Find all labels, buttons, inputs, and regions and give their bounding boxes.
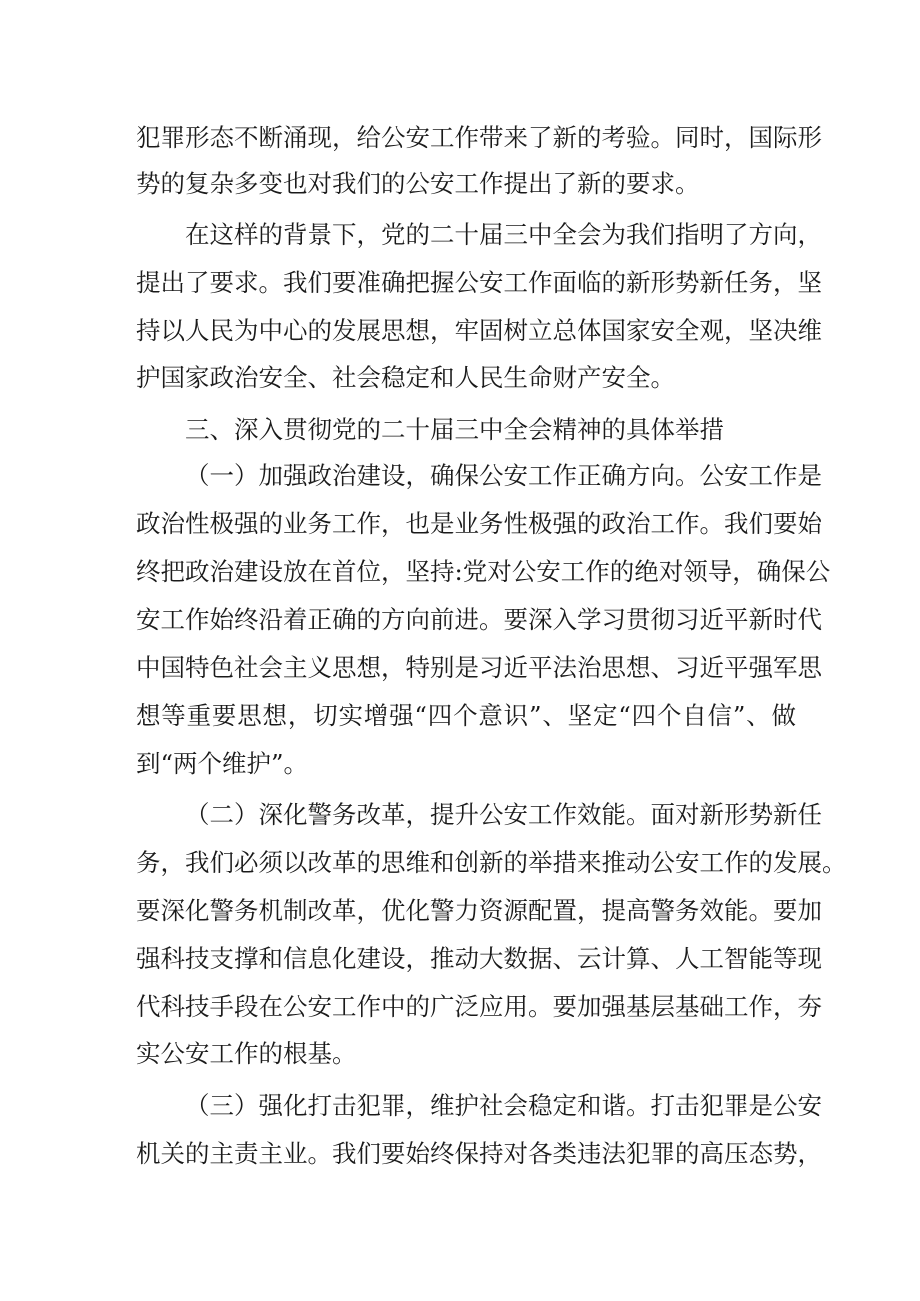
paragraph-first-line: （三）强化打击犯罪，维护社会稳定和谐。打击犯罪是公安 — [185, 1091, 822, 1120]
text-line: 终把政治建设放在首位，坚持:党对公安工作的绝对领导，确保公 — [136, 557, 831, 586]
text-line: 想等重要思想，切实增强“四个意识”、坚定“四个自信”、做 — [136, 701, 796, 730]
text-line: 犯罪形态不断涌现，给公安工作带来了新的考验。同时，国际形 — [136, 123, 822, 152]
text-line: 实公安工作的根基。 — [136, 1039, 357, 1068]
text-line: 强科技支撑和信息化建设，推动大数据、云计算、人工智能等现 — [136, 944, 822, 973]
paragraph-first-line: （一）加强政治建设，确保公安工作正确方向。公安工作是 — [185, 461, 822, 490]
text-line: 护国家政治安全、社会稳定和人民生命财产安全。 — [136, 363, 675, 392]
paragraph-first-line: （二）深化警务改革，提升公安工作效能。面对新形势新任 — [185, 800, 822, 829]
text-line: 要深化警务机制改革，优化警力资源配置，提高警务效能。要加 — [136, 896, 822, 925]
text-line: 机关的主责主业。我们要始终保持对各类违法犯罪的高压态势， — [136, 1139, 822, 1168]
text-line: 提出了要求。我们要准确把握公安工作面临的新形势新任务，坚 — [136, 268, 822, 297]
text-line: 势的复杂多变也对我们的公安工作提出了新的要求。 — [136, 169, 700, 198]
section-heading: 三、深入贯彻党的二十届三中全会精神的具体举措 — [185, 415, 724, 444]
text-line: 代科技手段在公安工作中的广泛应用。要加强基层基础工作，夯 — [136, 992, 822, 1021]
text-line: 到“两个维护”。 — [136, 749, 309, 778]
text-line: 中国特色社会主义思想，特别是习近平法治思想、习近平强军思 — [136, 653, 822, 682]
text-line: 政治性极强的业务工作，也是业务性极强的政治工作。我们要始 — [136, 509, 822, 538]
text-line: 务，我们必须以改革的思维和创新的举措来推动公安工作的发展。 — [136, 848, 847, 877]
text-line: 持以人民为中心的发展思想，牢固树立总体国家安全观，坚决维 — [136, 316, 822, 345]
text-line: 安工作始终沿着正确的方向前进。要深入学习贯彻习近平新时代 — [136, 605, 822, 634]
paragraph-first-line: 在这样的背景下，党的二十届三中全会为我们指明了方向， — [185, 220, 822, 249]
